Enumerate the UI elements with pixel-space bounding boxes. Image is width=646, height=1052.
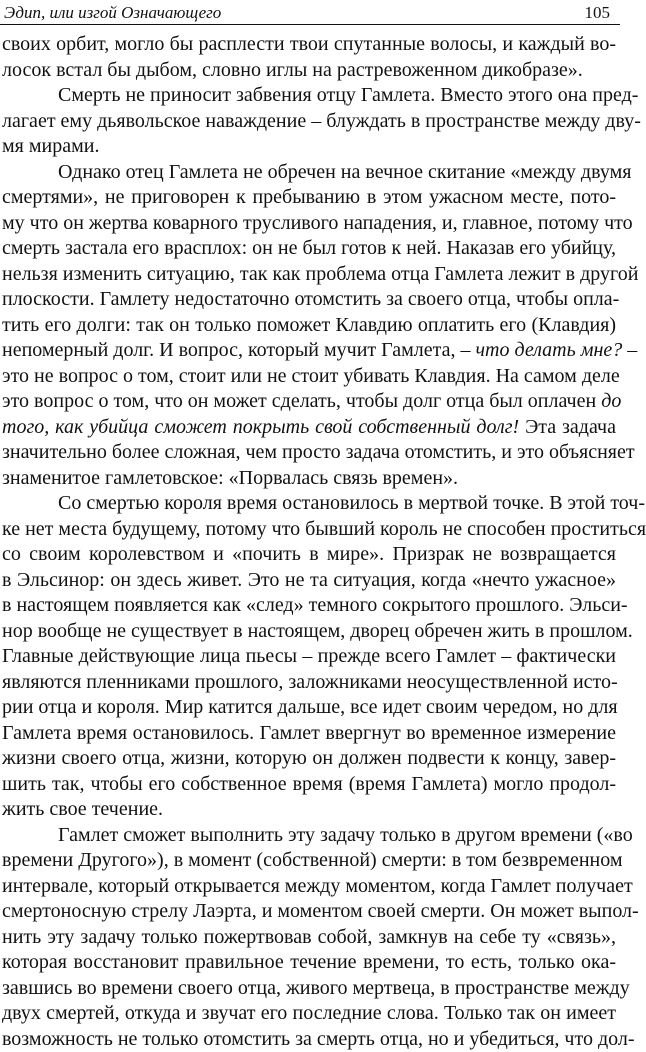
text-run: смертоносную стрелу Лаэрта, и моментом своей смерти. Он может выпол-: [2, 900, 639, 922]
text-line: [2, 389, 616, 415]
text-line: [2, 593, 616, 619]
text-run: завшись во времени своего отца, живого мертвеца, в пространстве между: [2, 977, 630, 999]
text-line: [2, 619, 616, 645]
text-line: [2, 1001, 616, 1027]
text-line: [2, 338, 616, 364]
text-line: [2, 695, 616, 721]
text-run: смертями», не приговорен к пребыванию в этом ужасном месте, пото-: [2, 186, 616, 208]
text-line: [2, 185, 616, 211]
text-run: лагает ему дьявольское наваждение – блуждать в пространстве между дву-: [2, 110, 641, 132]
text-run: тить его долги: так он только поможет Клавдию оплатить его (Клавдия): [2, 314, 616, 336]
text-run: Главные действующие лица пьесы – прежде всего Гамлет – фактически: [2, 645, 616, 667]
text-line: [2, 58, 616, 84]
text-run: жить свое течение.: [2, 798, 163, 820]
text-run: значительно более сложная, чем просто задача отомстить, и это объясняет: [2, 441, 635, 463]
running-header: [0, 0, 620, 26]
body-text: [2, 32, 616, 1052]
text-run: ке нет места будущему, потому что бывший король не способен проститься: [2, 518, 646, 540]
text-line: [2, 899, 616, 925]
text-run: плоскости. Гамлету недостаточно отомстить за своего отца, чтобы опла-: [2, 288, 619, 310]
text-line: [2, 83, 616, 109]
paragraph: [2, 83, 616, 160]
text-line: [2, 287, 616, 313]
text-run: рии отца и короля. Мир катится дальше, все идет своим чередом, но для: [2, 696, 618, 718]
text-line: [2, 491, 616, 517]
text-line: [2, 313, 616, 339]
text-line: [2, 976, 616, 1002]
italic-text: до: [601, 390, 621, 412]
text-line: [2, 134, 616, 160]
text-line: [2, 364, 616, 390]
paragraph: [2, 32, 616, 83]
text-run: это вопрос о том, что он может сделать, чтобы долг отца был оплачен: [2, 390, 601, 412]
text-line: [2, 262, 616, 288]
text-run: му что он жертва коварного трусливого нападения, и, главное, потому что: [2, 212, 633, 234]
text-run: это не вопрос о том, стоит или не стоит убивать Клавдия. На самом деле: [2, 365, 620, 387]
text-run: Эта задача: [519, 416, 616, 438]
text-line: [2, 517, 616, 543]
text-line: [2, 670, 616, 696]
text-run: непомерный долг. И вопрос, который мучит Гамлета, –: [2, 339, 475, 361]
text-run: жизни своего отца, жизни, которую он должен подвести к концу, завер-: [2, 747, 616, 769]
text-line: [2, 950, 616, 976]
text-run: знаменитое гамлетовское: «Порвалась связь времен».: [2, 467, 458, 489]
text-run: которая восстановит правильное течение времени, то есть, только ока-: [2, 951, 616, 973]
header-rule: [0, 24, 620, 25]
text-run: являются пленниками прошлого, заложниками неосуществленной исто-: [2, 671, 618, 693]
text-run: времени Другого»), в момент (собственной) смерти: в том безвременном: [2, 849, 623, 871]
paragraph: [2, 823, 616, 1052]
text-run: лосок встал бы дыбом, словно иглы на растревоженном дикобразе».: [2, 59, 583, 81]
text-line: [2, 415, 616, 441]
text-run: нор вообще не существует в настоящем, дворец обречен жить в прошлом.: [2, 620, 633, 642]
text-line: [2, 109, 616, 135]
text-run: своих орбит, могло бы расплести твои спутанные волосы, и каждый во-: [2, 33, 616, 55]
text-run: Гамлета время остановилось. Гамлет ввергнут во временное измерение: [2, 722, 616, 744]
text-line: [2, 721, 616, 747]
text-line: [2, 160, 616, 186]
text-run: нельзя изменить ситуацию, так как проблема отца Гамлета лежит в другой: [2, 263, 638, 285]
text-line: [2, 797, 616, 823]
text-run: Со смертью короля время остановилось в мертвой точке. В этой точ-: [58, 492, 645, 514]
text-run: нить эту задачу только пожертвовав собой, замкнув на себе ту «связь»,: [2, 926, 616, 948]
italic-text: что делать мне?: [475, 339, 622, 361]
text-line: [2, 746, 616, 772]
text-run: в настоящем появляется как «след» темного сокрытого прошлого. Эльси-: [2, 594, 628, 616]
italic-text: того, как убийца сможет покрыть свой собственный долг!: [2, 416, 519, 438]
text-line: [2, 848, 616, 874]
text-run: шить так, чтобы его собственное время (время Гамлета) могло продол-: [2, 773, 616, 795]
running-title: Эдип, или изгой Означающего: [4, 3, 221, 23]
text-line: [2, 32, 616, 58]
text-run: в Эльсинор: он здесь живет. Это не та ситуация, когда «нечто ужасное»: [2, 569, 616, 591]
paragraph: [2, 160, 616, 492]
text-line: [2, 772, 616, 798]
text-line: [2, 440, 616, 466]
text-line: [2, 542, 616, 568]
text-line: [2, 236, 616, 262]
text-line: [2, 466, 616, 492]
page-number: 105: [585, 3, 611, 23]
text-line: [2, 823, 616, 849]
text-run: Гамлет сможет выполнить эту задачу только в другом времени («во: [58, 824, 633, 846]
text-line: [2, 644, 616, 670]
text-line: [2, 568, 616, 594]
text-line: [2, 211, 616, 237]
text-run: смерть застала его врасплох: он не был готов к ней. Наказав его убийцу,: [2, 237, 616, 259]
text-run: Смерть не приносит забвения отцу Гамлета. Вместо этого она пред-: [58, 84, 638, 106]
text-line: [2, 1027, 616, 1052]
text-run: –: [622, 339, 637, 361]
paragraph: [2, 491, 616, 823]
text-run: мя мирами.: [2, 135, 99, 157]
text-run: Однако отец Гамлета не обречен на вечное скитание «между двумя: [58, 161, 631, 183]
text-run: возможность не только отомстить за смерть отца, но и убедиться, что дол-: [2, 1028, 635, 1050]
text-line: [2, 874, 616, 900]
text-line: [2, 925, 616, 951]
text-run: интервале, который открывается между моментом, когда Гамлет получает: [2, 875, 633, 897]
text-run: со своим королевством и «почить в мире». Призрак не возвращается: [2, 543, 616, 565]
text-run: двух смертей, откуда и звучат его последние слова. Только так он имеет: [2, 1002, 616, 1024]
